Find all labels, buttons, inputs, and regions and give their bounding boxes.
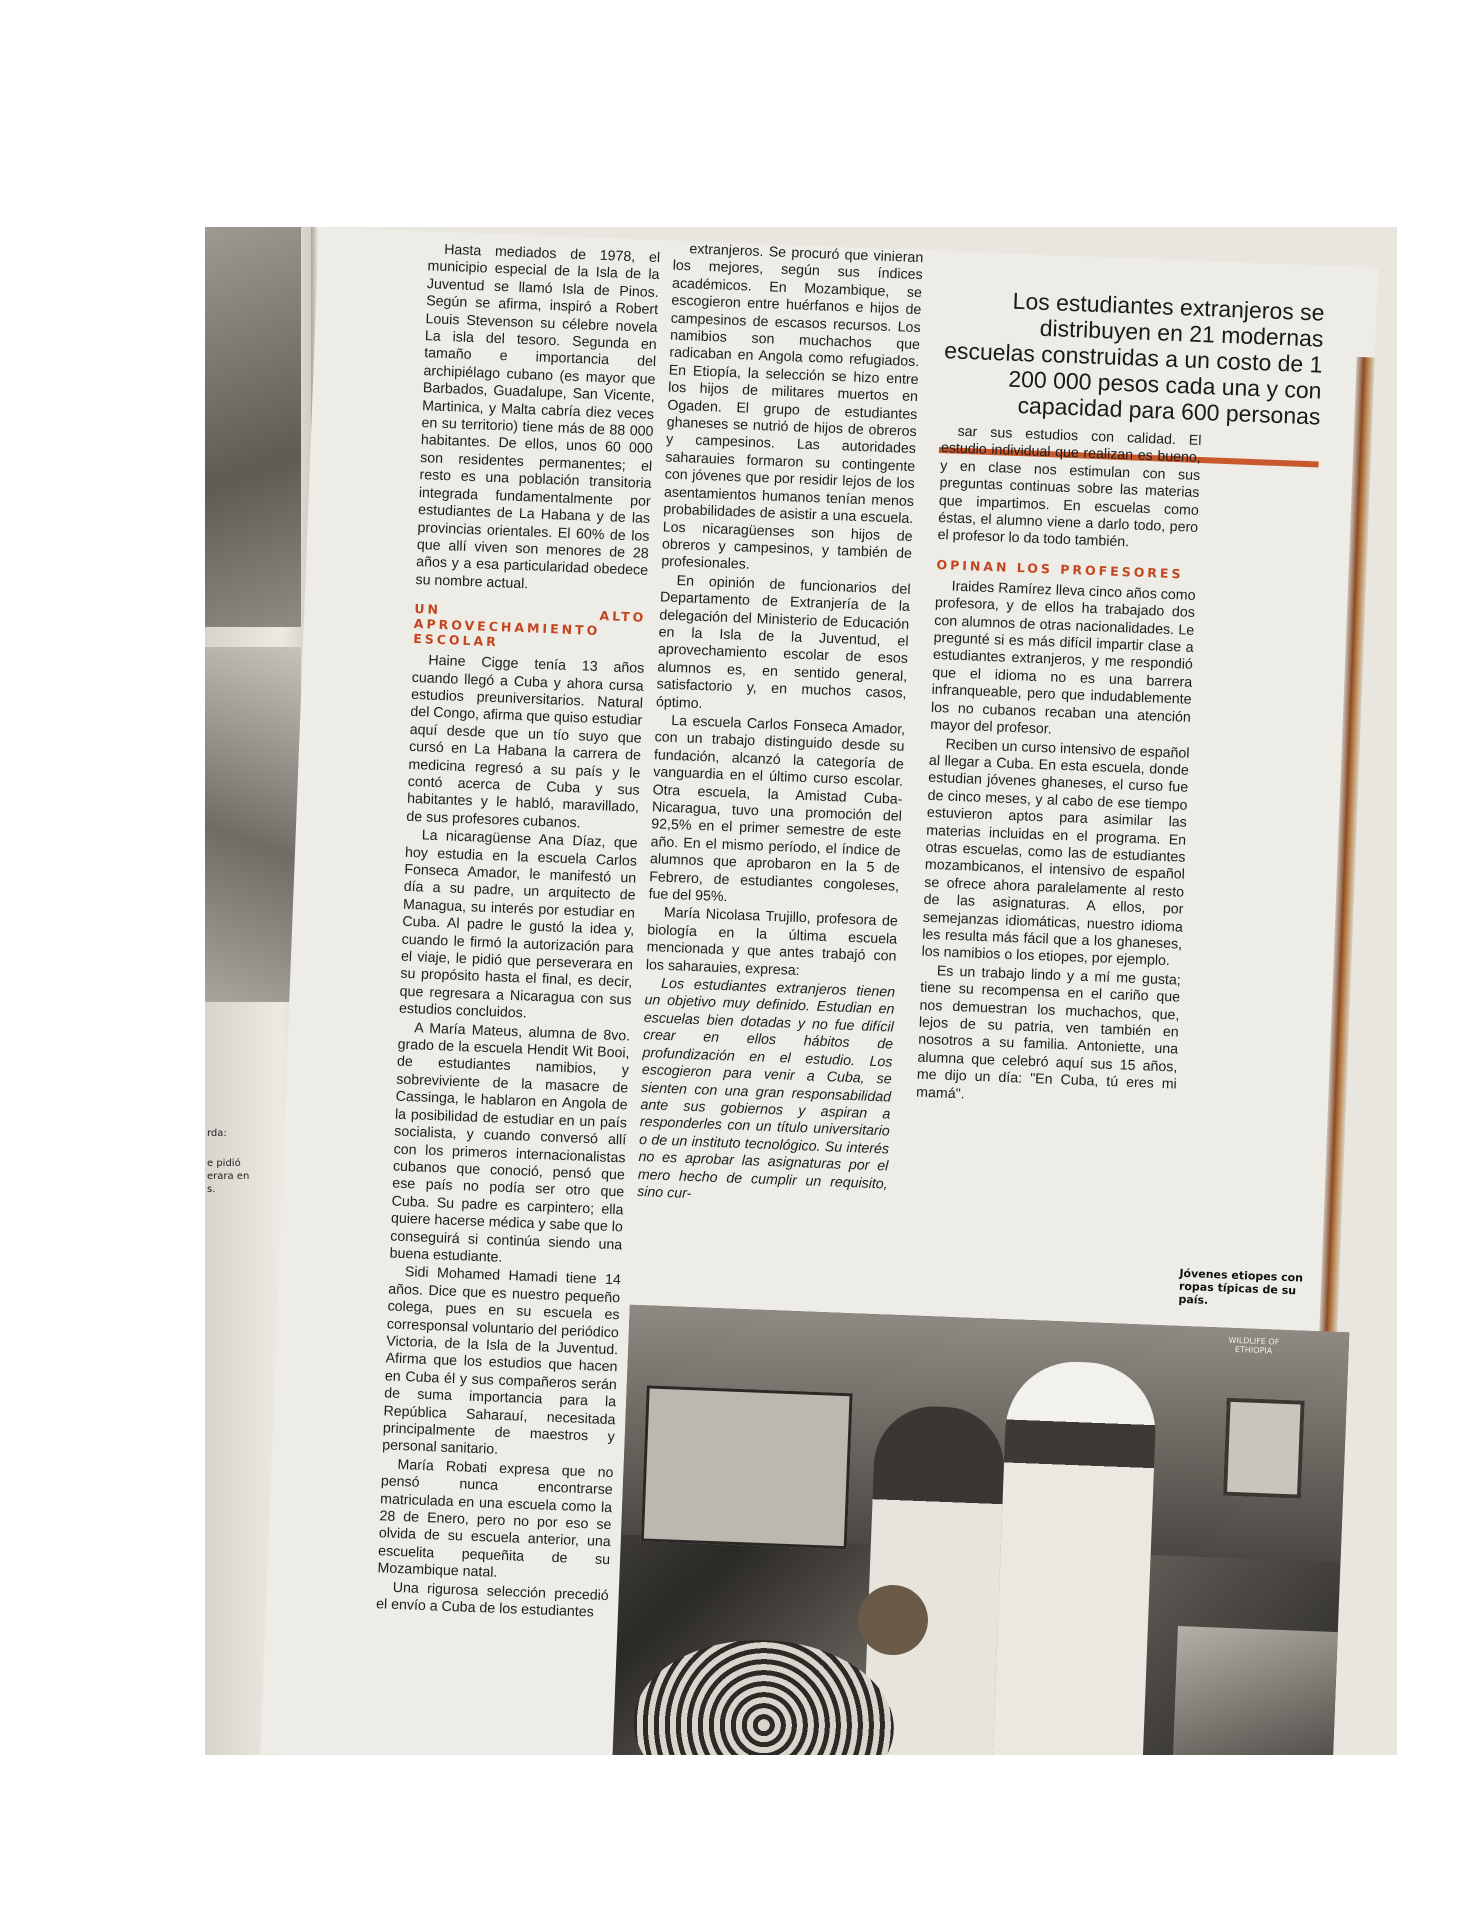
paragraph: En opinión de funcionarios del Departamento de Extranjería de la delegación del Ministerio de Educación en la Isla de la Juventud, el aprovechamiento escolar de esos alumnos es, en sentido general, satisfactorio y, en muchos casos, óptimo. xyxy=(655,572,911,712)
photo-woven-basket xyxy=(631,1635,897,1755)
photo-portrait-frame xyxy=(1223,1398,1305,1499)
poster-text: WILDLIFE OF ETHIOPIA xyxy=(1228,1335,1280,1356)
pull-quote: Los estudiantes extranjeros se distribuyen en 21 modernas escuelas construidas a un costo de 1 200 000 pesos cada una y con capacidad para 600 personas xyxy=(943,287,1325,430)
paragraph: A María Mateus, alumna de 8vo. grado de la escuela Hendit Wit Booi, de estudiantes namibios, y sobreviviente de la masacre de Cassinga, le hablaron en Angola de la posibilidad de estudiar en un país socialista, y cuando conversó allí con los primeros internacionalistas cubanos que conoció, pensó que ese país no podía ser otro que Cuba. Su padre es carpintero; ella quiere hacerse médica y sabe que lo conseguirá si continúa siendo una buena estudiante. xyxy=(389,1019,631,1266)
photo-desk xyxy=(1171,1626,1337,1755)
paragraph: sar sus estudios con calidad. El estudio individual que realizan es bueno, y en clase nos estimulan con sus preguntas continuas sobre las materias que impartimos. En escuelas como éstas, el alumno viene a darlo todo, pero el profesor lo da todo también. xyxy=(937,423,1202,551)
paragraph: María Robati expresa que no pensó nunca encontrarse matriculada en una escuela como la 28 de Enero, pero no por eso se olvida de su escuela anterior, una escuelita pequeñita de su Mozambique natal. xyxy=(377,1456,614,1582)
left-page-caption: rda: xyxy=(207,1128,227,1139)
paragraph: La escuela Carlos Fonseca Amador, con un trabajo distinguido desde su fundación, alcanzó la categoría de vanguardia en el último curso escolar. Otra escuela, la Amistad Cuba-Nicaragua, tuvo una promoción del 92,5% en el primer semestre de este año. En el mismo período, el índice de alumnos que aprobaron en la 5 de Febrero, de estudiantes congoleses, fue del 95%. xyxy=(648,712,906,906)
quote-paragraph: Los estudiantes extranjeros tienen un objetivo muy definido. Estudian en escuelas bien dotadas y no fue difícil crear en ellos hábitos de profundización en el estudio. Los escogieron para venir a Cuba, se sienten con una gran responsabilidad ante sus gobiernos y aspiran a responderles con un título universitario o de un instituto tecnológico. Su interés no es aprobar las asignaturas por el mero hecho de cumplir un requisito, sino cur- xyxy=(636,975,896,1202)
left-page-caption: erara en xyxy=(207,1171,250,1182)
paragraph: Haine Cigge tenía 13 años cuando llegó a Cuba y ahora cursa estudios preuniversitarios. Natural del Congo, afirma que quiso estudiar aquí desde que un tío suyo que cursó en La Habana la carrera de medicina regresó a su país y le contó acerca de Cuba y sus habitantes y le habló, maravillado, de sus profesores cubanos. xyxy=(406,652,645,832)
left-page-caption: s. xyxy=(207,1184,216,1195)
paragraph: Iraides Ramírez lleva cinco años como profesora, y de ellos ha trabajado dos con alumnos de otras nacionalidades. Le pregunté si es más difícil impartir clase a estudiantes extranjeros, y me respondió que el idioma no es una barrera infranqueable, pero que indudablemente los no cubanos recaban una atención mayor del profesor. xyxy=(930,578,1196,738)
paragraph: Es un trabajo lindo y a mí me gusta; tiene su recompensa en el cariño que nos demuestran los muchachos, que, lejos de su patria, ven también en nosotros a su familia. Antoniette, una alumna que celebró aquí sus 15 años, me dijo un día: "En Cuba, tú eres mi mamá". xyxy=(915,963,1182,1103)
paragraph: Sidi Mohamed Hamadi tiene 14 años. Dice que es nuestro pequeño colega, pues en su escuela es corresponsal voluntario del periódico Victoria, de la Isla de la Juventud. Afirma que los estudios que hacen en Cuba él y sus compañeros serán de suma importancia para la República Saharauí, necesitada principalmente de maestros y personal sanitario. xyxy=(381,1264,622,1459)
article-photo xyxy=(612,1305,1350,1755)
column-2 xyxy=(637,241,924,1212)
left-page-caption: e pidió xyxy=(207,1158,241,1169)
paragraph: Una rigurosa selección precedió el envío a Cuba de los estudiantes xyxy=(375,1579,609,1621)
section-heading: UN ALTO APROVECHAMIENTO ESCOLAR xyxy=(412,601,647,650)
paragraph: María Nicolasa Trujillo, profesora de biología en la última escuela mencionada y que antes trabajó con los saharauies, expresa: xyxy=(645,905,899,979)
section-heading: OPINAN LOS PROFESORES xyxy=(936,556,1184,582)
photo-person-right xyxy=(992,1359,1158,1755)
left-page-photo-top xyxy=(205,227,301,627)
left-page-photo-middle xyxy=(205,647,301,1002)
photo-caption: Jóvenes etiopes con ropas típicas de su país. xyxy=(1178,1266,1304,1307)
paragraph: Reciben un curso intensivo de español al llegar a Cuba. En esta escuela, donde estudian jóvenes ghaneses, el curso fue de cinco meses, y al cabo de ese tiempo estuvieron aptos para asimilar las materias incluidas en el programa. En otras escuelas, como las de estudiantes mozambicanos, el intensivo de español se ofrece ahora paralelamente al resto de las asignaturas. A ellos, por semejanzas idiomáticas, nuestro idioma les resulta más fácil que a los ghaneses, los namibios o los etiopes, por ejemplo. xyxy=(921,735,1190,970)
intro-paragraph: Hasta mediados de 1978, el municipio especial de la Isla de la Juventud se llamó Isla de Pinos. Según se afirma, inspiró a Robert Louis Stevenson su célebre novela La isla del tesoro. Segunda en tamaño e importancia del archipiélago cubano (es mayor que Barbados, Guadalupe, San Vicente, Martinica, y Malta cabría diez veces en su territorio) tiene más de 88 000 habitantes. De ellos, unos 60 000 son residentes permanentes; el resto es una población transitoria integrada fundamentalmente por estudiantes de La Habana y de las provincias orientales. El 60% de los que allí viven son menores de 28 años y a esa particularidad obedece su nombre actual. xyxy=(415,241,661,593)
paragraph: La nicaragüense Ana Díaz, que hoy estudia en la escuela Carlos Fonseca Amador, le manifestó un día a su padre, un arquitecto de Managua, su interés por estudiar en Cuba. Al padre le gustó la idea y, cuando le firmó la autorización para el viaje, le pidió que perseverara en su propósito hasta el final, es decir, que regresara a Nicaragua con sus estudios concluidos. xyxy=(398,827,638,1022)
column-3 xyxy=(916,423,1202,1113)
paragraph: extranjeros. Se procuró que vinieran los mejores, según sus índices académicos. En Mozambique, se escogieron entre huérfanos e hijos de campesinos de escasos recursos. Los namibios son muchachos que radicaban en Angola como refugiados. En Etiopía, la selección se hizo entre los hijos de militares muertos en Ogaden. El grupo de estudiantes ghaneses se nutrió de hijos de obreros y campesinos. Las autoridades saharauies formaron su contingente con jóvenes que por residir lejos de los asentamientos humanos tenían menos probabilidades de asistir a una escuela. Los nicaragüenses son hijos de obreros y campesinos, y también de profesionales. xyxy=(661,241,924,574)
magazine-spread xyxy=(205,227,1397,1755)
photo-shelf xyxy=(641,1385,853,1549)
article-page xyxy=(260,227,1378,1755)
column-1 xyxy=(376,241,661,1623)
